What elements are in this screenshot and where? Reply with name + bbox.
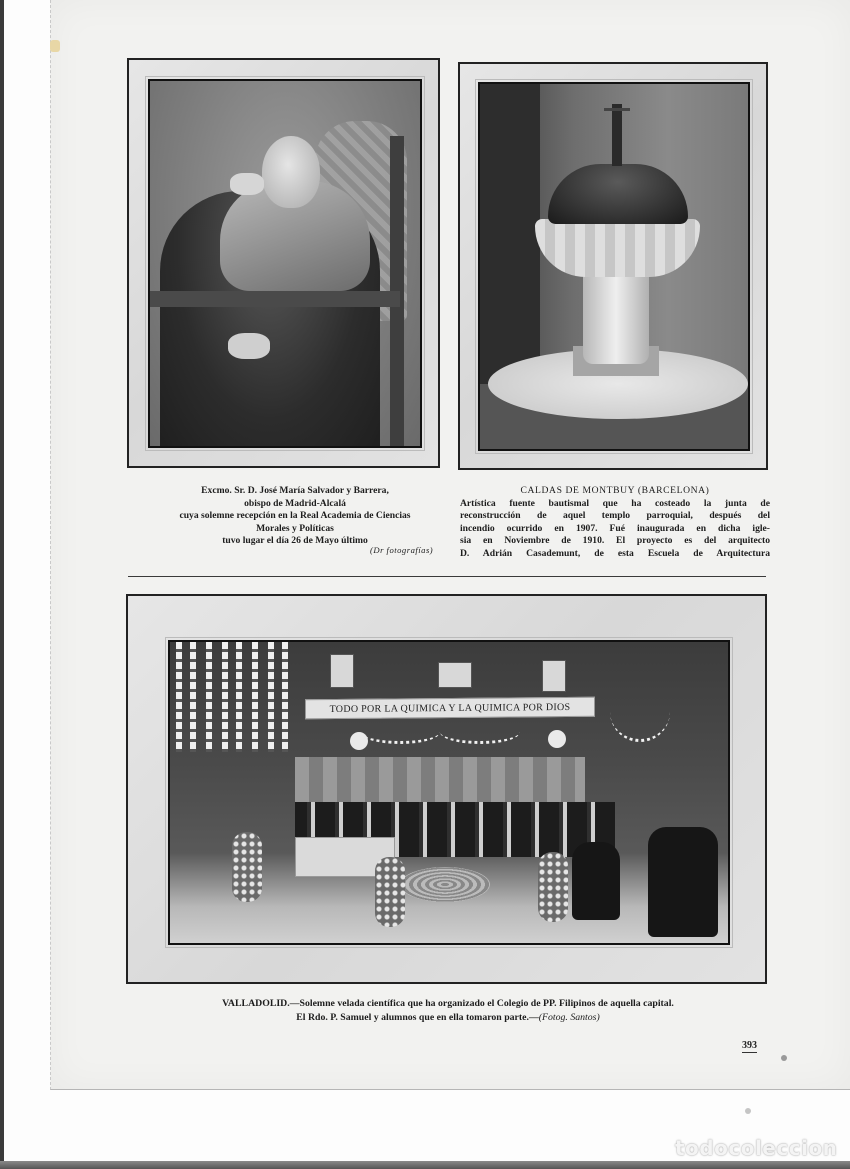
framed-picture bbox=[438, 662, 472, 688]
scan-bottom-edge bbox=[0, 1161, 850, 1169]
flower-arrangement bbox=[538, 852, 568, 922]
streamer bbox=[190, 642, 196, 752]
caption-title: CALDAS DE MONTBUY (BARCELONA) bbox=[520, 485, 710, 496]
lamp bbox=[350, 732, 368, 750]
garland bbox=[440, 720, 520, 744]
font-photo-frame bbox=[458, 62, 768, 470]
paper-stain bbox=[50, 40, 60, 52]
garland bbox=[610, 682, 670, 742]
framed-picture bbox=[542, 660, 566, 692]
caption-line: tuvo lugar el día 26 de Mayo último bbox=[222, 535, 368, 547]
banner: TODO POR LA QUIMICA Y LA QUIMICA POR DIOS bbox=[305, 697, 595, 720]
bishop-hand-lap bbox=[228, 333, 270, 359]
font-caption bbox=[460, 485, 770, 561]
caption-line: Artística fuente bautismal que ha costeado la junta de bbox=[460, 497, 770, 509]
caption-line bbox=[128, 1011, 768, 1025]
caption-line: incendio ocurrido en 1907. Fué inaugurada en dicha igle- bbox=[460, 522, 770, 534]
section-divider bbox=[128, 576, 766, 577]
photo-credit: (Dr fotografías) bbox=[370, 545, 434, 555]
bishop-hand bbox=[230, 173, 264, 195]
flower-arrangement bbox=[375, 857, 405, 927]
chair-arm bbox=[150, 291, 400, 307]
caption-text: El Rdo. P. Samuel y alumnos que en ella tomaron parte.— bbox=[296, 1012, 539, 1023]
caption-line: Morales y Políticas bbox=[256, 522, 334, 534]
framed-picture bbox=[330, 654, 354, 688]
photo-credit: (Fotog. Santos) bbox=[538, 1012, 600, 1023]
streamer bbox=[252, 642, 258, 752]
page-number: 393 bbox=[742, 1040, 757, 1051]
bishop-head bbox=[262, 136, 320, 208]
scan-left-edge bbox=[0, 0, 4, 1169]
bishop-caption bbox=[140, 485, 450, 548]
watermark: todocoleccion bbox=[675, 1136, 838, 1160]
valladolid-photo-frame bbox=[126, 594, 767, 984]
font-finial bbox=[612, 104, 622, 166]
valladolid-gathering-photo bbox=[168, 640, 730, 945]
ink-smudge bbox=[745, 1108, 751, 1114]
bishop-photo-frame bbox=[127, 58, 440, 468]
seated-priest bbox=[572, 842, 620, 920]
valladolid-caption bbox=[128, 997, 768, 1025]
streamer bbox=[282, 642, 288, 752]
caption-line: D. Adrián Casademunt, de esta Escuela de Arquitectura bbox=[460, 547, 770, 559]
font-lid bbox=[548, 164, 688, 224]
standing-priest bbox=[648, 827, 718, 937]
caption-line: obispo de Madrid-Alcalá bbox=[244, 497, 346, 509]
streamer bbox=[236, 642, 242, 752]
streamer bbox=[222, 642, 228, 752]
streamer bbox=[206, 642, 212, 752]
font-basin bbox=[535, 219, 700, 277]
streamer bbox=[268, 642, 274, 752]
caption-line: VALLADOLID.—Solemne velada científica que ha organizado el Colegio de PP. Filipinos de aquella capital. bbox=[222, 998, 674, 1009]
lamp bbox=[548, 730, 566, 748]
garland bbox=[360, 720, 440, 744]
caption-line: cuya solemne recepción en la Real Academia de Ciencias bbox=[179, 510, 411, 522]
caption-line: sia en Noviembre de 1910. El proyecto es del arquitecto bbox=[460, 535, 770, 547]
cross-icon bbox=[604, 108, 630, 111]
ink-smudge bbox=[781, 1055, 787, 1061]
streamer bbox=[176, 642, 182, 752]
caption-line: Excmo. Sr. D. José María Salvador y Barrera, bbox=[201, 485, 389, 496]
caption-line: reconstrucción de aquel templo parroquial, después del bbox=[460, 510, 770, 522]
bishop-portrait-photo bbox=[148, 79, 422, 448]
rug bbox=[400, 867, 490, 902]
flower-arrangement bbox=[232, 832, 262, 902]
baptismal-font-photo bbox=[478, 82, 750, 451]
